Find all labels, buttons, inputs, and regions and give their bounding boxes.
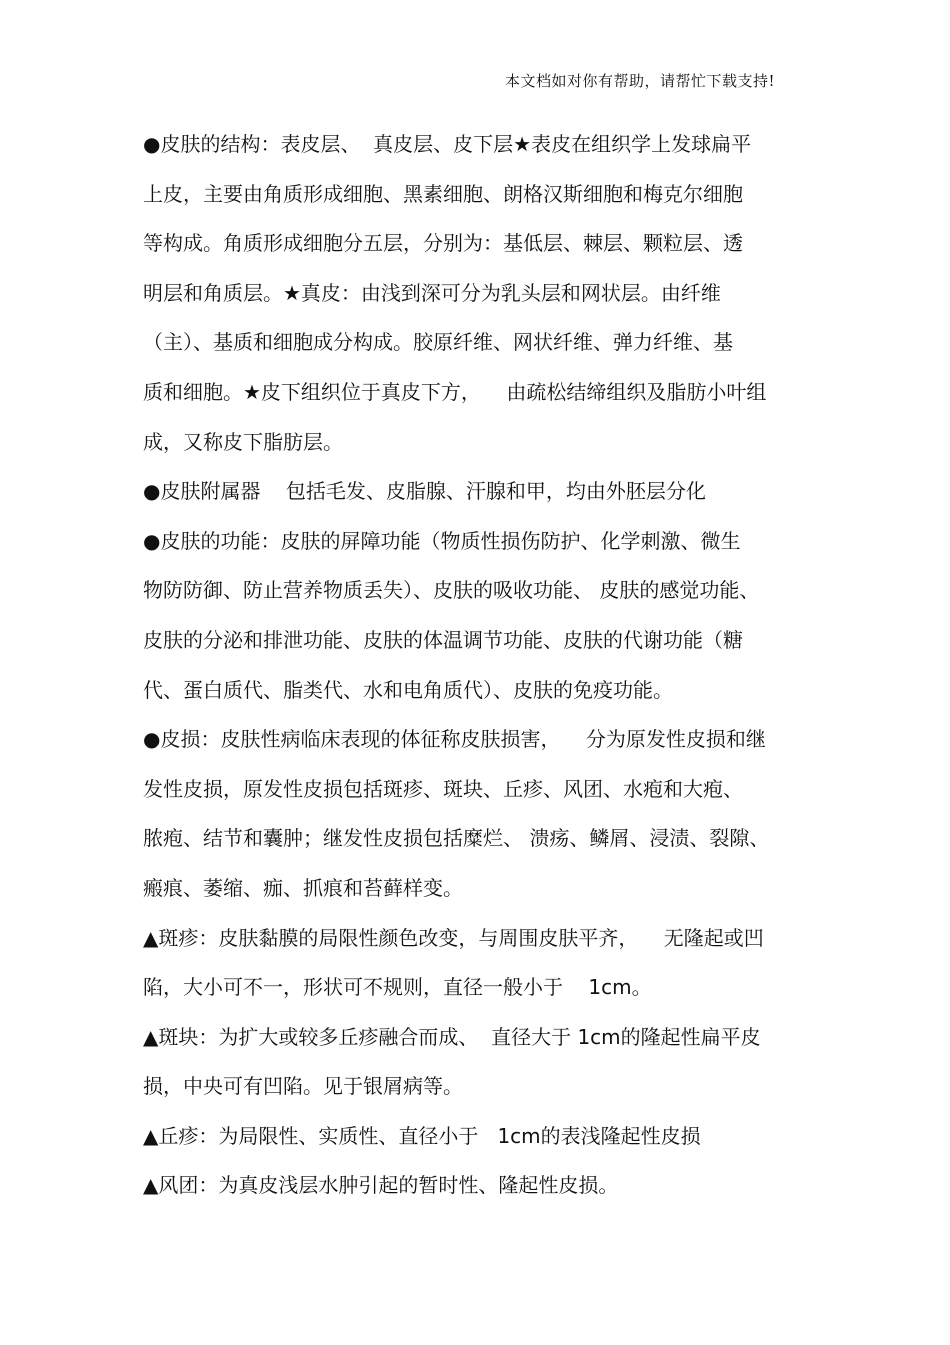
- text-line: 瘢痕、萎缩、痂、抓痕和苔藓样变。: [143, 875, 463, 900]
- text-line: ●皮损：皮肤性病临床表现的体征称皮肤损害， 分为原发性皮损和继: [143, 727, 766, 752]
- text-line: 物防防御、防止营养物质丢失）、皮肤的吸收功能、 皮肤的感觉功能、: [143, 578, 760, 603]
- header-note: 本文档如对你有帮助，请帮忙下载支持!: [505, 72, 776, 90]
- text-line: （主）、基质和细胞成分构成。胶原纤维、网状纤维、弹力纤维、基: [143, 330, 733, 355]
- text-line: ●皮肤的功能：皮肤的屏障功能（物质性损伤防护、化学刺激、微生: [143, 528, 741, 553]
- text-line: 皮肤的分泌和排泄功能、皮肤的体温调节功能、皮肤的代谢功能（糖: [143, 627, 743, 652]
- text-line: 损，中央可有凹陷。见于银屑病等。: [143, 1074, 463, 1099]
- text-line: ▲斑块：为扩大或较多丘疹融合而成、 直径大于 1cm的隆起性扁平皮: [143, 1024, 761, 1049]
- text-line: 上皮，主要由角质形成细胞、黑素细胞、朗格汉斯细胞和梅克尔细胞: [143, 181, 743, 206]
- text-line: ●皮肤附属器 包括毛发、皮脂腺、汗腺和甲，均由外胚层分化: [143, 479, 706, 504]
- text-line: ▲风团：为真皮浅层水肿引起的暂时性、隆起性皮损。: [143, 1173, 619, 1198]
- text-line: 成，又称皮下脂肪层。: [143, 429, 343, 454]
- text-line: 质和细胞。★皮下组织位于真皮下方， 由疏松结缔组织及脂肪小叶组: [143, 379, 767, 404]
- text-line: ▲丘疹：为局限性、实质性、直径小于 1cm的表浅隆起性皮损: [143, 1123, 701, 1148]
- text-line: ▲斑疹：皮肤黏膜的局限性颜色改变，与周围皮肤平齐， 无隆起或凹: [143, 925, 764, 950]
- text-line: 陷，大小可不一，形状可不规则，直径一般小于 1cm。: [143, 975, 652, 1000]
- text-line: 等构成。角质形成细胞分五层，分别为：基低层、棘层、颗粒层、透: [143, 231, 743, 256]
- text-line: 明层和角质层。★真皮：由浅到深可分为乳头层和网状层。由纤维: [143, 280, 721, 305]
- document-body: [143, 120, 843, 1211]
- text-line: 发性皮损，原发性皮损包括斑疹、斑块、丘疹、风团、水疱和大疱、: [143, 776, 743, 801]
- text-line: 代、蛋白质代、脂类代、水和电角质代）、皮肤的免疫功能。: [143, 677, 673, 702]
- text-line: 脓疱、结节和囊肿；继发性皮损包括糜烂、 溃疡、鳞屑、浸渍、裂隙、: [143, 826, 770, 851]
- text-line: ●皮肤的结构：表皮层、 真皮层、皮下层★表皮在组织学上发球扁平: [143, 132, 752, 156]
